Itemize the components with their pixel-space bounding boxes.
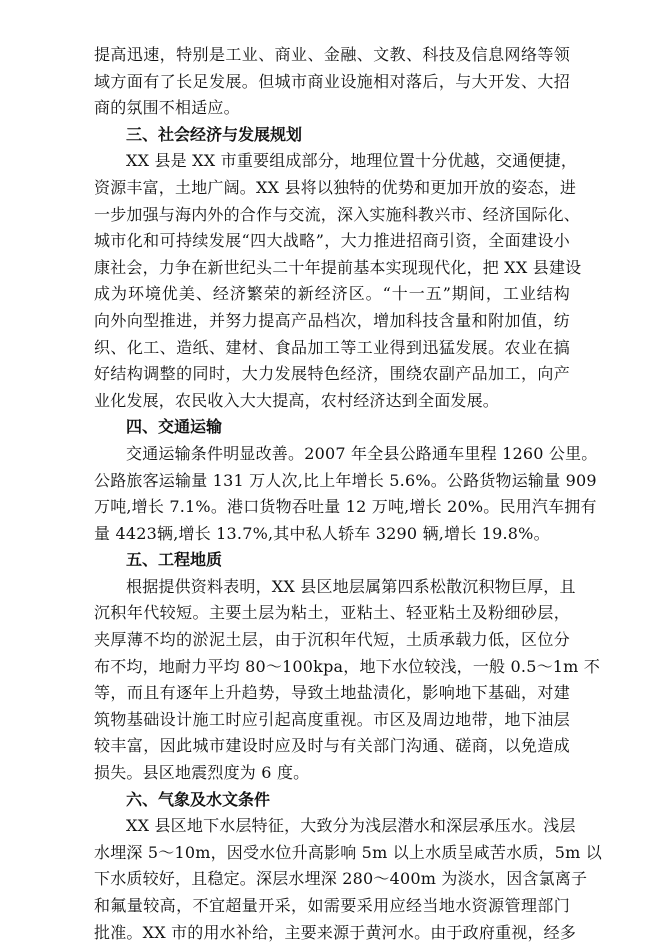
text-line: 水埋深 5～10m，因受水位升高影响 5m 以上水质呈咸苦水质，5m 以	[94, 842, 602, 862]
text-line: 和氟量较高，不宜超量开采，如需要采用应经当地水资源管理部门	[94, 896, 570, 915]
text-line: 成为环境优美、经济繁荣的新经济区。“十一五”期间，工业结构	[94, 284, 570, 304]
document-page	[94, 42, 602, 946]
text-line: 交通运输条件明显改善。2007 年全县公路通车里程 1260 公里。	[126, 443, 598, 463]
text-line: 资源丰富，土地广阔。XX 县将以独特的优势和更加开放的姿态，进	[94, 177, 577, 197]
text-line: 域方面有了长足发展。但城市商业设施相对落后，与大开发、大招	[94, 71, 570, 91]
intro-paragraph	[94, 42, 570, 122]
text-line: 好结构调整的同时，大力发展特色经济，围绕农副产品加工，向产	[94, 364, 570, 384]
text-line: 沉积年代较短。主要土层为粘土，亚粘土、轻亚粘土及粉细砂层，	[94, 603, 570, 623]
text-line: 商的氛围不相适应。	[94, 98, 240, 118]
text-line: 损失。县区地震烈度为 6 度。	[94, 763, 310, 783]
section-heading: 五、工程地质	[126, 550, 223, 570]
text-line: 等，而且有逐年上升趋势，导致土地盐渍化，影响地下基础，对建	[94, 683, 570, 703]
text-line: 根据提供资料表明，XX 县区地层属第四系松散沉积物巨厚，且	[126, 576, 576, 596]
text-line: 较丰富，因此城市建设时应及时与有关部门沟通、磋商，以免造成	[94, 736, 570, 756]
text-line: 下水质较好，且稳定。深层水埋深 280～400m 为淡水，因含氯离子	[94, 869, 588, 889]
section-geology	[94, 547, 601, 786]
text-line: 布不均，地耐力平均 80～100kpa，地下水位较浅，一般 0.5～1m 不	[94, 656, 601, 676]
section-economy	[94, 122, 582, 415]
text-line: 业化发展，农民收入大大提高，农村经济达到全面发展。	[94, 390, 500, 410]
text-line: 提高迅速，特别是工业、商业、金融、文教、科技及信息网络等领	[94, 45, 570, 64]
section-transport	[94, 414, 598, 547]
text-line: XX 县是 XX 市重要组成部分，地理位置十分优越，交通便捷，	[126, 151, 578, 171]
text-line: 康社会，力争在新世纪头二十年提前基本实现现代化，把 XX 县建设	[94, 257, 582, 277]
text-line: 城市化和可持续发展“四大战略”，大力推进招商引资，全面建设小	[94, 231, 570, 251]
section-hydrology	[94, 787, 602, 946]
text-line: 量 4423辆,增长 13.7%,其中私人轿车 3290 辆,增长 19.8%。	[94, 523, 550, 543]
text-line: 一步加强与海内外的合作与交流，深入实施科教兴市、经济国际化、	[94, 204, 581, 224]
text-line: XX 县区地下水层特征，大致分为浅层潜水和深层承压水。浅层	[126, 816, 576, 836]
section-heading: 六、气象及水文条件	[126, 789, 271, 809]
section-heading: 三、社会经济与发展规划	[126, 124, 303, 144]
text-line: 筑物基础设计施工时应引起高度重视。市区及周边地带，地下油层	[94, 709, 570, 729]
text-line: 织、化工、造纸、建材、食品加工等工业得到迅猛发展。农业在搞	[94, 337, 570, 357]
text-line: 夹厚薄不均的淤泥土层，由于沉积年代短，土质承载力低，区位分	[94, 630, 570, 650]
text-line: 公路旅客运输量 131 万人次,比上年增长 5.6%。公路货物运输量 909	[94, 470, 597, 490]
text-line: 向外向型推进，并努力提高产品档次，增加科技含量和附加值，纺	[94, 310, 570, 330]
text-line: 批准。XX 市的用水补给，主要来源于黄河水。由于政府重视，经多	[94, 922, 577, 942]
section-heading: 四、交通运输	[126, 417, 223, 437]
text-line: 万吨,增长 7.1%。港口货物吞吐量 12 万吨,增长 20%。民用汽车拥有	[94, 497, 597, 517]
